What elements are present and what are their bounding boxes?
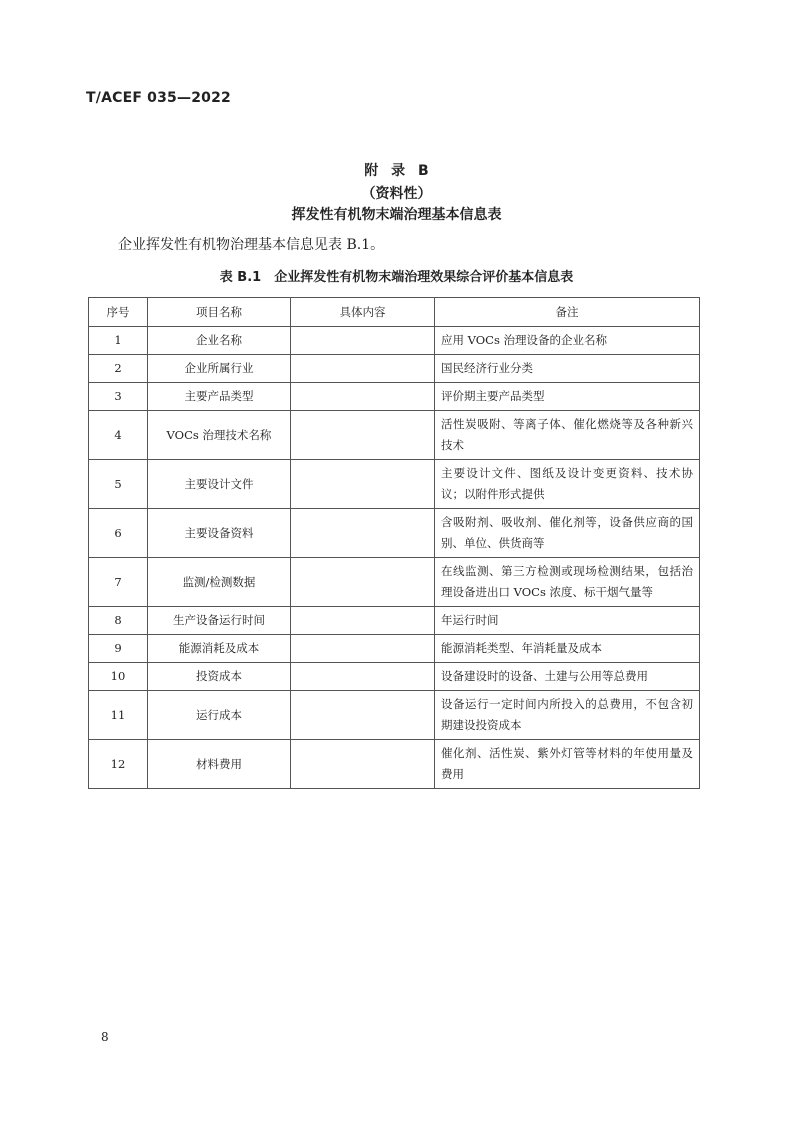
row-item-name: VOCs 治理技术名称: [148, 411, 291, 460]
table-row: [89, 411, 700, 460]
row-note: 活性炭吸附、等离子体、催化燃烧等及各种新兴技术: [435, 411, 700, 460]
row-content: [291, 558, 435, 607]
row-item-name: 主要设计文件: [148, 460, 291, 509]
table-row: [89, 509, 700, 558]
table-row: [89, 663, 700, 691]
info-table: [88, 297, 700, 789]
row-content: [291, 460, 435, 509]
row-index: 7: [89, 558, 148, 607]
table-row: [89, 327, 700, 355]
row-index: 4: [89, 411, 148, 460]
row-item-name: 运行成本: [148, 691, 291, 740]
row-index: 2: [89, 355, 148, 383]
row-index: 3: [89, 383, 148, 411]
intro-paragraph: 企业挥发性有机物治理基本信息见表 B.1。: [118, 237, 385, 253]
header-index: 序号: [89, 298, 148, 327]
row-index: 11: [89, 691, 148, 740]
row-item-name: 能源消耗及成本: [148, 635, 291, 663]
row-content: [291, 355, 435, 383]
header-item-name: 项目名称: [148, 298, 291, 327]
row-note: 设备运行一定时间内所投入的总费用，不包含初期建设投资成本: [435, 691, 700, 740]
row-index: 6: [89, 509, 148, 558]
row-note: 主要设计文件、图纸及设计变更资料、技术协议；以附件形式提供: [435, 460, 700, 509]
row-item-name: 监测/检测数据: [148, 558, 291, 607]
table-row: [89, 383, 700, 411]
table-row: [89, 635, 700, 663]
table-header-row: [89, 298, 700, 327]
row-content: [291, 607, 435, 635]
row-index: 1: [89, 327, 148, 355]
row-item-name: 生产设备运行时间: [148, 607, 291, 635]
appendix-label: 附 录 B: [364, 163, 429, 179]
row-index: 8: [89, 607, 148, 635]
row-content: [291, 327, 435, 355]
table-caption: 表 B.1 企业挥发性有机物末端治理效果综合评价基本信息表: [219, 270, 574, 285]
row-note: 国民经济行业分类: [435, 355, 700, 383]
page-number: 8: [101, 1030, 109, 1044]
row-note: 催化剂、活性炭、紫外灯管等材料的年使用量及费用: [435, 740, 700, 789]
row-index: 5: [89, 460, 148, 509]
table-row: [89, 355, 700, 383]
table-row: [89, 558, 700, 607]
row-item-name: 主要设备资料: [148, 509, 291, 558]
row-index: 12: [89, 740, 148, 789]
appendix-nature: （资料性）: [361, 186, 432, 202]
row-item-name: 投资成本: [148, 663, 291, 691]
header-note: 备注: [435, 298, 700, 327]
row-index: 9: [89, 635, 148, 663]
row-content: [291, 740, 435, 789]
row-note: 在线监测、第三方检测或现场检测结果，包括治理设备进出口 VOCs 浓度、标干烟气量等: [435, 558, 700, 607]
row-note: 年运行时间: [435, 607, 700, 635]
row-item-name: 企业名称: [148, 327, 291, 355]
row-content: [291, 509, 435, 558]
row-content: [291, 663, 435, 691]
row-note: 应用 VOCs 治理设备的企业名称: [435, 327, 700, 355]
table-body: [89, 327, 700, 789]
row-index: 10: [89, 663, 148, 691]
appendix-title: 挥发性有机物末端治理基本信息表: [291, 207, 502, 223]
row-content: [291, 635, 435, 663]
row-note: 设备建设时的设备、土建与公用等总费用: [435, 663, 700, 691]
row-content: [291, 691, 435, 740]
table-row: [89, 460, 700, 509]
row-note: 评价期主要产品类型: [435, 383, 700, 411]
row-item-name: 主要产品类型: [148, 383, 291, 411]
table-row: [89, 607, 700, 635]
row-content: [291, 411, 435, 460]
table-row: [89, 691, 700, 740]
row-note: 含吸附剂、吸收剂、催化剂等，设备供应商的国别、单位、供货商等: [435, 509, 700, 558]
standard-code: T/ACEF 035—2022: [86, 90, 231, 106]
row-item-name: 企业所属行业: [148, 355, 291, 383]
header-content: 具体内容: [291, 298, 435, 327]
table-row: [89, 740, 700, 789]
row-note: 能源消耗类型、年消耗量及成本: [435, 635, 700, 663]
row-content: [291, 383, 435, 411]
row-item-name: 材料费用: [148, 740, 291, 789]
